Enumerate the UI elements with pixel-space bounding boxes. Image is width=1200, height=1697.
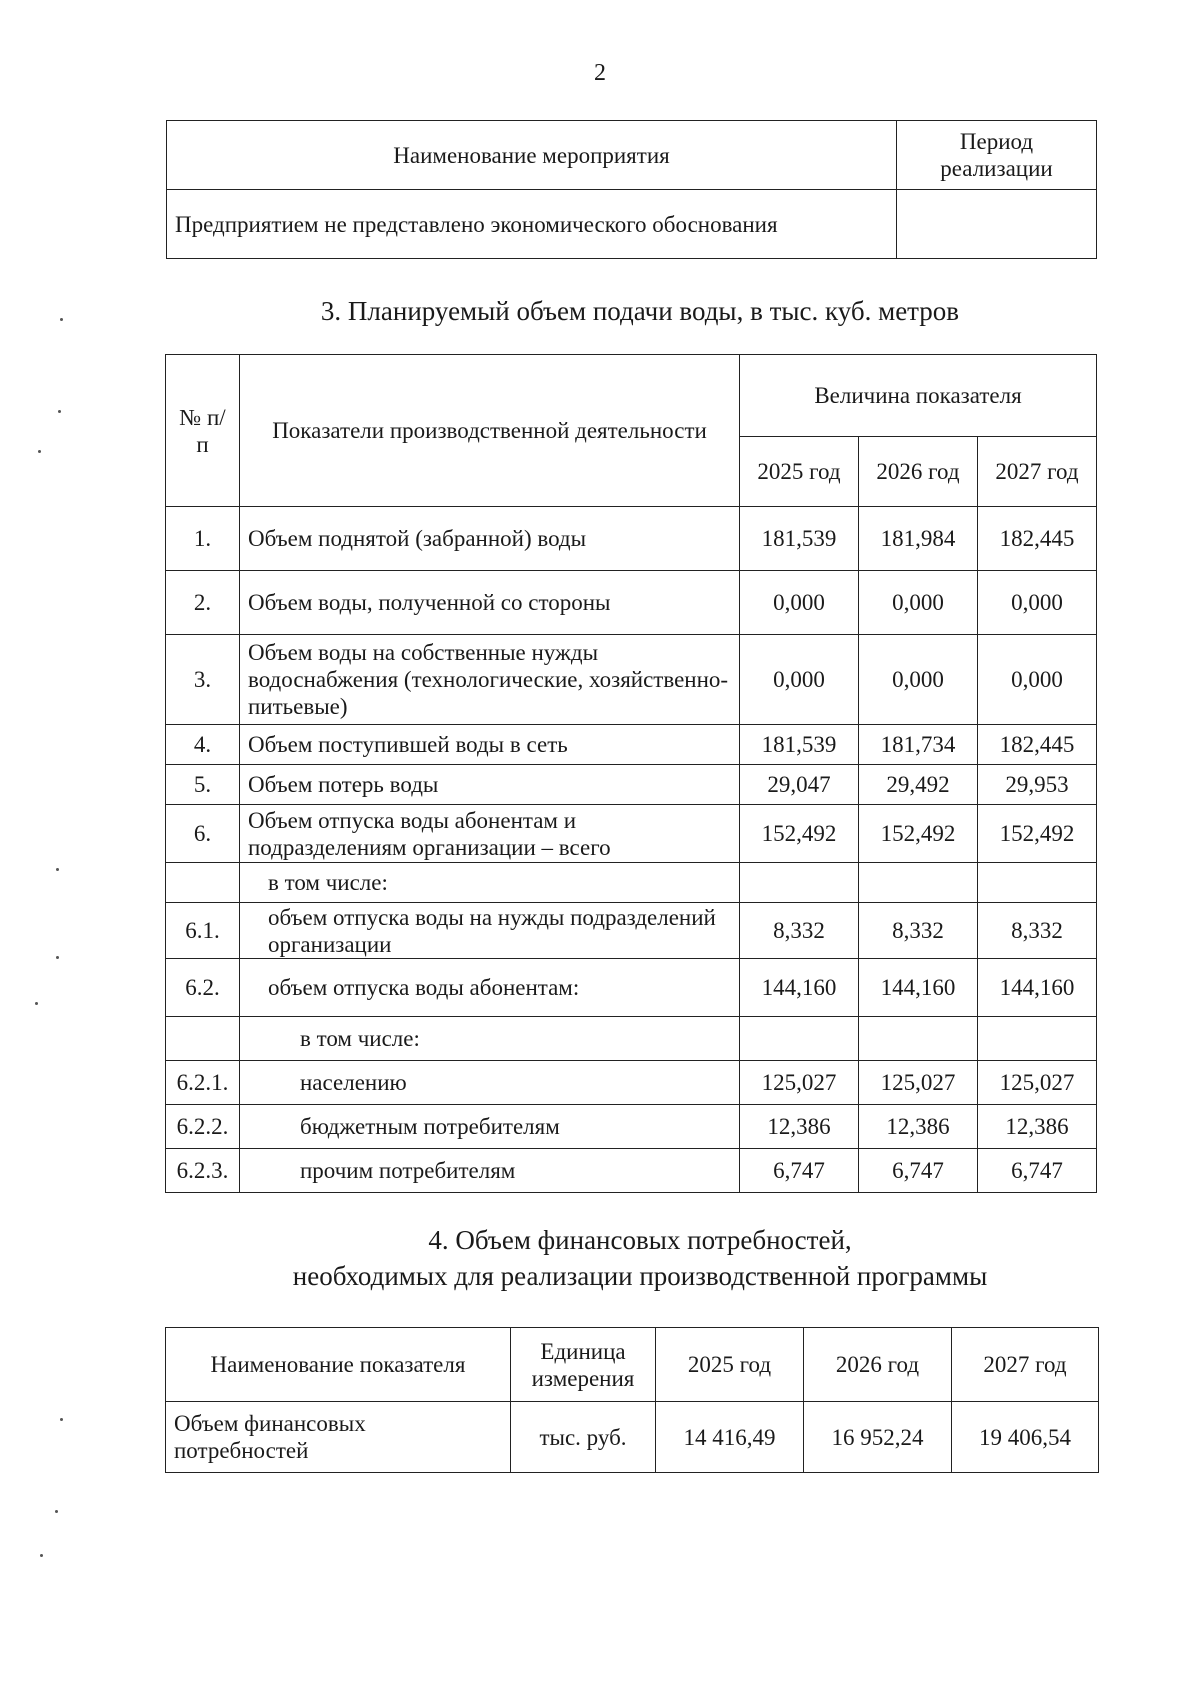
value-cell: 29,047 (740, 765, 859, 805)
scan-speck (56, 956, 59, 959)
scan-speck (38, 450, 41, 453)
indicator-name: Объем поступившей воды в сеть (240, 725, 740, 765)
indicator-name: в том числе: (240, 863, 740, 903)
header-period: Период реализации (897, 121, 1097, 190)
value-cell: 152,492 (978, 805, 1097, 863)
table-row (166, 1149, 1097, 1193)
header-indicators: Показатели производственной деятельности (240, 355, 740, 507)
header-year: 2027 год (978, 437, 1097, 507)
value-cell: 16 952,24 (804, 1402, 952, 1473)
scan-speck (58, 410, 61, 413)
row-number: 6.2.1. (166, 1061, 240, 1105)
table-row (166, 635, 1097, 725)
row-number: 6.2. (166, 959, 240, 1017)
table-row (167, 190, 1097, 259)
section-3-title: 3. Планируемый объем подачи воды, в тыс. куб. метров (320, 296, 960, 326)
row-number: 2. (166, 571, 240, 635)
table-row (166, 725, 1097, 765)
row-number: 6.1. (166, 903, 240, 959)
value-cell: 0,000 (859, 571, 978, 635)
indicator-name: Объем поднятой (забранной) воды (240, 507, 740, 571)
value-cell: 0,000 (859, 635, 978, 725)
value-cell: 144,160 (978, 959, 1097, 1017)
section-4-title-line1: 4. Объем финансовых потребностей, (428, 1225, 852, 1255)
value-cell: 8,332 (978, 903, 1097, 959)
header-year: 2025 год (740, 437, 859, 507)
section-4-title-line2: необходимых для реализации производственной программы (292, 1261, 988, 1291)
value-cell: 14 416,49 (656, 1402, 804, 1473)
value-cell: 152,492 (740, 805, 859, 863)
row-number: 4. (166, 725, 240, 765)
value-cell: 0,000 (740, 571, 859, 635)
indicator-name: Объем воды на собственные нужды водоснабжения (технологические, хозяйственно-питьевые) (240, 635, 740, 725)
value-cell: 8,332 (859, 903, 978, 959)
value-cell: 125,027 (740, 1061, 859, 1105)
table-row (166, 1105, 1097, 1149)
header-year: 2027 год (952, 1328, 1099, 1402)
table-header-row (167, 121, 1097, 190)
value-cell (859, 1017, 978, 1061)
scan-speck (60, 318, 63, 321)
value-cell: 6,747 (978, 1149, 1097, 1193)
scan-speck (56, 868, 59, 871)
indicator-name: объем отпуска воды на нужды подразделений организации (240, 903, 740, 959)
value-cell: 0,000 (978, 571, 1097, 635)
table-row (166, 805, 1097, 863)
row-number: 6.2.3. (166, 1149, 240, 1193)
value-cell: 144,160 (740, 959, 859, 1017)
value-cell (978, 1017, 1097, 1061)
row-number: 3. (166, 635, 240, 725)
value-cell: 125,027 (978, 1061, 1097, 1105)
measures-table (166, 120, 1097, 259)
header-num: № п/п (166, 355, 240, 507)
header-value: Величина показателя (740, 355, 1097, 437)
header-year: 2025 год (656, 1328, 804, 1402)
value-cell: 6,747 (740, 1149, 859, 1193)
table-row (166, 507, 1097, 571)
value-cell: 182,445 (978, 507, 1097, 571)
value-cell: 181,984 (859, 507, 978, 571)
value-cell: 29,492 (859, 765, 978, 805)
value-cell (740, 863, 859, 903)
table-header-row (166, 1328, 1099, 1402)
header-unit: Единица измерения (511, 1328, 656, 1402)
row-number (166, 1017, 240, 1061)
value-cell: 12,386 (740, 1105, 859, 1149)
indicator-name: Объем отпуска воды абонентам и подразделениям организации – всего (240, 805, 740, 863)
table-header-row (166, 355, 1097, 437)
value-cell: 8,332 (740, 903, 859, 959)
value-cell: 181,734 (859, 725, 978, 765)
scan-speck (35, 1002, 38, 1005)
value-cell (859, 863, 978, 903)
row-number (166, 863, 240, 903)
header-year: 2026 год (804, 1328, 952, 1402)
scan-speck (55, 1510, 58, 1513)
table-row (166, 765, 1097, 805)
value-cell: 181,539 (740, 507, 859, 571)
value-cell: 181,539 (740, 725, 859, 765)
table-row (166, 959, 1097, 1017)
header-measure-name: Наименование мероприятия (167, 121, 897, 190)
indicator-name: Объем воды, полученной со стороны (240, 571, 740, 635)
row-number: 5. (166, 765, 240, 805)
period-cell (897, 190, 1097, 259)
indicator-name: Объем финансовых потребностей (166, 1402, 511, 1473)
indicator-name: в том числе: (240, 1017, 740, 1061)
value-cell: 125,027 (859, 1061, 978, 1105)
header-indicator-name: Наименование показателя (166, 1328, 511, 1402)
value-cell: 0,000 (978, 635, 1097, 725)
scan-speck (60, 1418, 63, 1421)
measure-cell: Предприятием не представлено экономического обоснования (167, 190, 897, 259)
page-number: 2 (594, 60, 606, 86)
section-4-title (0, 1222, 1200, 1294)
table-row (166, 863, 1097, 903)
value-cell: 19 406,54 (952, 1402, 1099, 1473)
value-cell (978, 863, 1097, 903)
scan-speck (40, 1554, 43, 1557)
water-volume-table (165, 354, 1097, 1193)
value-cell: 144,160 (859, 959, 978, 1017)
value-cell (740, 1017, 859, 1061)
row-number: 1. (166, 507, 240, 571)
indicator-name: Объем потерь воды (240, 765, 740, 805)
row-number: 6.2.2. (166, 1105, 240, 1149)
indicator-name: бюджетным потребителям (240, 1105, 740, 1149)
value-cell: 182,445 (978, 725, 1097, 765)
table-row (166, 1017, 1097, 1061)
table-row (166, 571, 1097, 635)
unit-cell: тыс. руб. (511, 1402, 656, 1473)
value-cell: 12,386 (978, 1105, 1097, 1149)
table-row (166, 903, 1097, 959)
indicator-name: объем отпуска воды абонентам: (240, 959, 740, 1017)
value-cell: 12,386 (859, 1105, 978, 1149)
header-year: 2026 год (859, 437, 978, 507)
indicator-name: населению (240, 1061, 740, 1105)
table-row (166, 1061, 1097, 1105)
financial-needs-table (165, 1327, 1099, 1473)
value-cell: 0,000 (740, 635, 859, 725)
value-cell: 29,953 (978, 765, 1097, 805)
table-row (166, 1402, 1099, 1473)
value-cell: 152,492 (859, 805, 978, 863)
indicator-name: прочим потребителям (240, 1149, 740, 1193)
value-cell: 6,747 (859, 1149, 978, 1193)
row-number: 6. (166, 805, 240, 863)
